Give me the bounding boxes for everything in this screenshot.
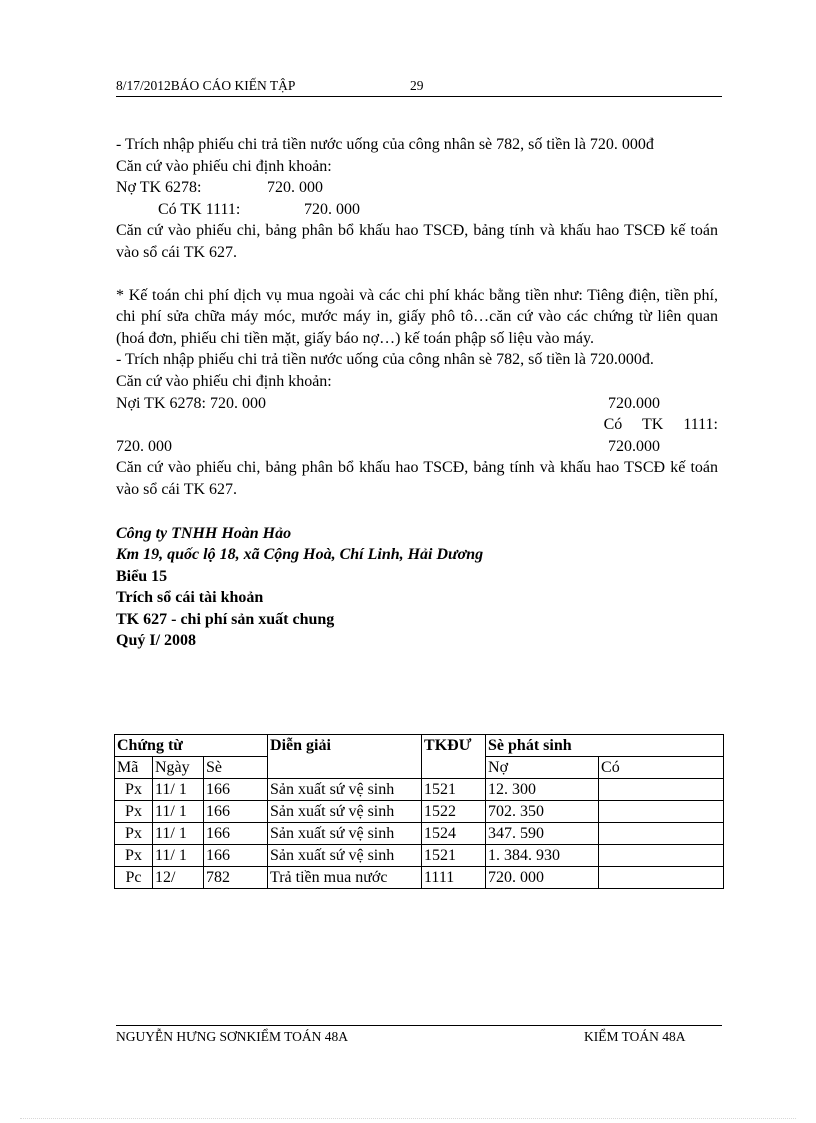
cell-code: Pc — [115, 867, 153, 889]
cell-debit: 702. 350 — [486, 801, 599, 823]
col-header-debit: Nợ — [486, 757, 599, 779]
company-address: Km 19, quốc lộ 18, xã Cộng Hoà, Chí Linh, Hải Dương — [116, 546, 484, 564]
entry-debit — [116, 177, 718, 199]
entry-label: Nợ TK 6278: — [116, 179, 202, 197]
table-row — [115, 823, 724, 845]
paragraph: * Kế toán chi phí dịch vụ mua ngoài và các chi phí khác bằng tiền như: Tiêng điện, tiền phí, chi phí sửa chữa máy móc, mước máy in, giấy phô tô…căn cứ vào các chứng từ liên quan (hoá đơn, phiếu chi tiền mặt, giấy báo nợ…) kế toán phập số liệu vào máy. — [116, 286, 718, 347]
cell-credit — [599, 823, 724, 845]
entry-credit-values — [116, 436, 718, 458]
entry-value: 720. 000 — [304, 200, 360, 218]
cell-date: 12/ — [153, 867, 204, 889]
footer-rule — [116, 1025, 722, 1026]
col-header-credit: Có — [599, 757, 724, 779]
paragraph: Căn cứ vào phiếu chi định khoản: — [116, 372, 332, 390]
cell-date: 11/ 1 — [153, 823, 204, 845]
cell-number: 782 — [204, 867, 268, 889]
col-header-voucher: Chứng từ — [115, 735, 268, 757]
cell-date: 11/ 1 — [153, 845, 204, 867]
cell-debit: 12. 300 — [486, 779, 599, 801]
page-edge-divider — [20, 1118, 796, 1119]
footer-right: KIỂM TOÁN 48A — [584, 1029, 686, 1044]
entry-label: Có TK 1111: — [158, 200, 241, 218]
header-title: 8/17/2012BÁO CÁO KIẾN TẬP — [116, 78, 296, 93]
table-row — [115, 845, 724, 867]
paragraph: Căn cứ vào phiếu chi, bảng phân bổ khấu hao TSCĐ, bảng tính và khấu hao TSCĐ kế toán vào sổ cái TK 627. — [116, 459, 718, 498]
cell-description: Sản xuất sứ vệ sinh — [268, 823, 422, 845]
header-rule — [116, 96, 722, 97]
form-number: Biểu 15 — [116, 567, 168, 585]
table-row — [115, 801, 724, 823]
table-row — [115, 867, 724, 889]
ledger-table — [114, 734, 724, 889]
cell-account: 1111 — [422, 867, 486, 889]
col-header-account: TKĐƯ — [422, 735, 486, 779]
paragraph: - Trích nhập phiếu chi trả tiền nước uống của công nhân sè 782, số tiền là 720.000đ. — [116, 351, 654, 369]
period: Quý I/ 2008 — [116, 632, 197, 650]
document-body — [116, 134, 718, 652]
cell-number: 166 — [204, 823, 268, 845]
table-header-row — [115, 735, 724, 757]
cell-code: Px — [115, 823, 153, 845]
entry-value: 720.000 — [608, 394, 660, 412]
ledger-title: Trích sổ cái tài khoản — [116, 589, 264, 607]
entry-value: 720. 000 — [267, 179, 323, 197]
cell-number: 166 — [204, 779, 268, 801]
col-header-amount: Sè phát sinh — [486, 735, 724, 757]
cell-debit: 1. 384. 930 — [486, 845, 599, 867]
col-header-description: Diễn giải — [268, 735, 422, 779]
cell-credit — [599, 845, 724, 867]
entry-label: Nợi TK 6278: 720. 000 — [116, 394, 266, 412]
cell-debit: 347. 590 — [486, 823, 599, 845]
cell-code: Px — [115, 779, 153, 801]
page-number: 29 — [410, 78, 424, 93]
cell-description: Trả tiền mua nước — [268, 867, 422, 889]
cell-number: 166 — [204, 845, 268, 867]
entry-credit — [116, 199, 718, 221]
cell-date: 11/ 1 — [153, 801, 204, 823]
cell-number: 166 — [204, 801, 268, 823]
cell-code: Px — [115, 801, 153, 823]
company-name: Công ty TNHH Hoàn Hảo — [116, 524, 292, 542]
paragraph: Căn cứ vào phiếu chi, bảng phân bổ khấu hao TSCĐ, bảng tính và khấu hao TSCĐ kế toán vào sổ cái TK 627. — [116, 222, 718, 261]
cell-code: Px — [115, 845, 153, 867]
cell-account: 1524 — [422, 823, 486, 845]
cell-account: 1521 — [422, 779, 486, 801]
page-header — [116, 78, 722, 94]
entry-label: Có TK 1111: — [603, 416, 718, 434]
col-header-date: Ngày — [153, 757, 204, 779]
cell-debit: 720. 000 — [486, 867, 599, 889]
account-title: TK 627 - chi phí sản xuất chung — [116, 610, 335, 628]
cell-description: Sản xuất sứ vệ sinh — [268, 845, 422, 867]
cell-description: Sản xuất sứ vệ sinh — [268, 801, 422, 823]
table-row — [115, 779, 724, 801]
col-header-code: Mã — [115, 757, 153, 779]
paragraph: - Trích nhập phiếu chi trả tiền nước uống của công nhân sè 782, số tiền là 720. 000đ — [116, 136, 654, 153]
cell-credit — [599, 867, 724, 889]
cell-credit — [599, 779, 724, 801]
cell-credit — [599, 801, 724, 823]
cell-account: 1521 — [422, 845, 486, 867]
entry-debit — [116, 393, 718, 415]
cell-account: 1522 — [422, 801, 486, 823]
cell-description: Sản xuất sứ vệ sinh — [268, 779, 422, 801]
cell-date: 11/ 1 — [153, 779, 204, 801]
entry-value: 720.000 — [608, 437, 660, 455]
entry-credit — [116, 414, 718, 436]
paragraph: Căn cứ vào phiếu chi định khoản: — [116, 157, 332, 175]
footer-left: NGUYỄN HƯNG SƠNKIỂM TOÁN 48A — [116, 1029, 348, 1044]
entry-value: 720. 000 — [116, 437, 172, 455]
col-header-number: Sè — [204, 757, 268, 779]
page-footer — [116, 1029, 722, 1045]
